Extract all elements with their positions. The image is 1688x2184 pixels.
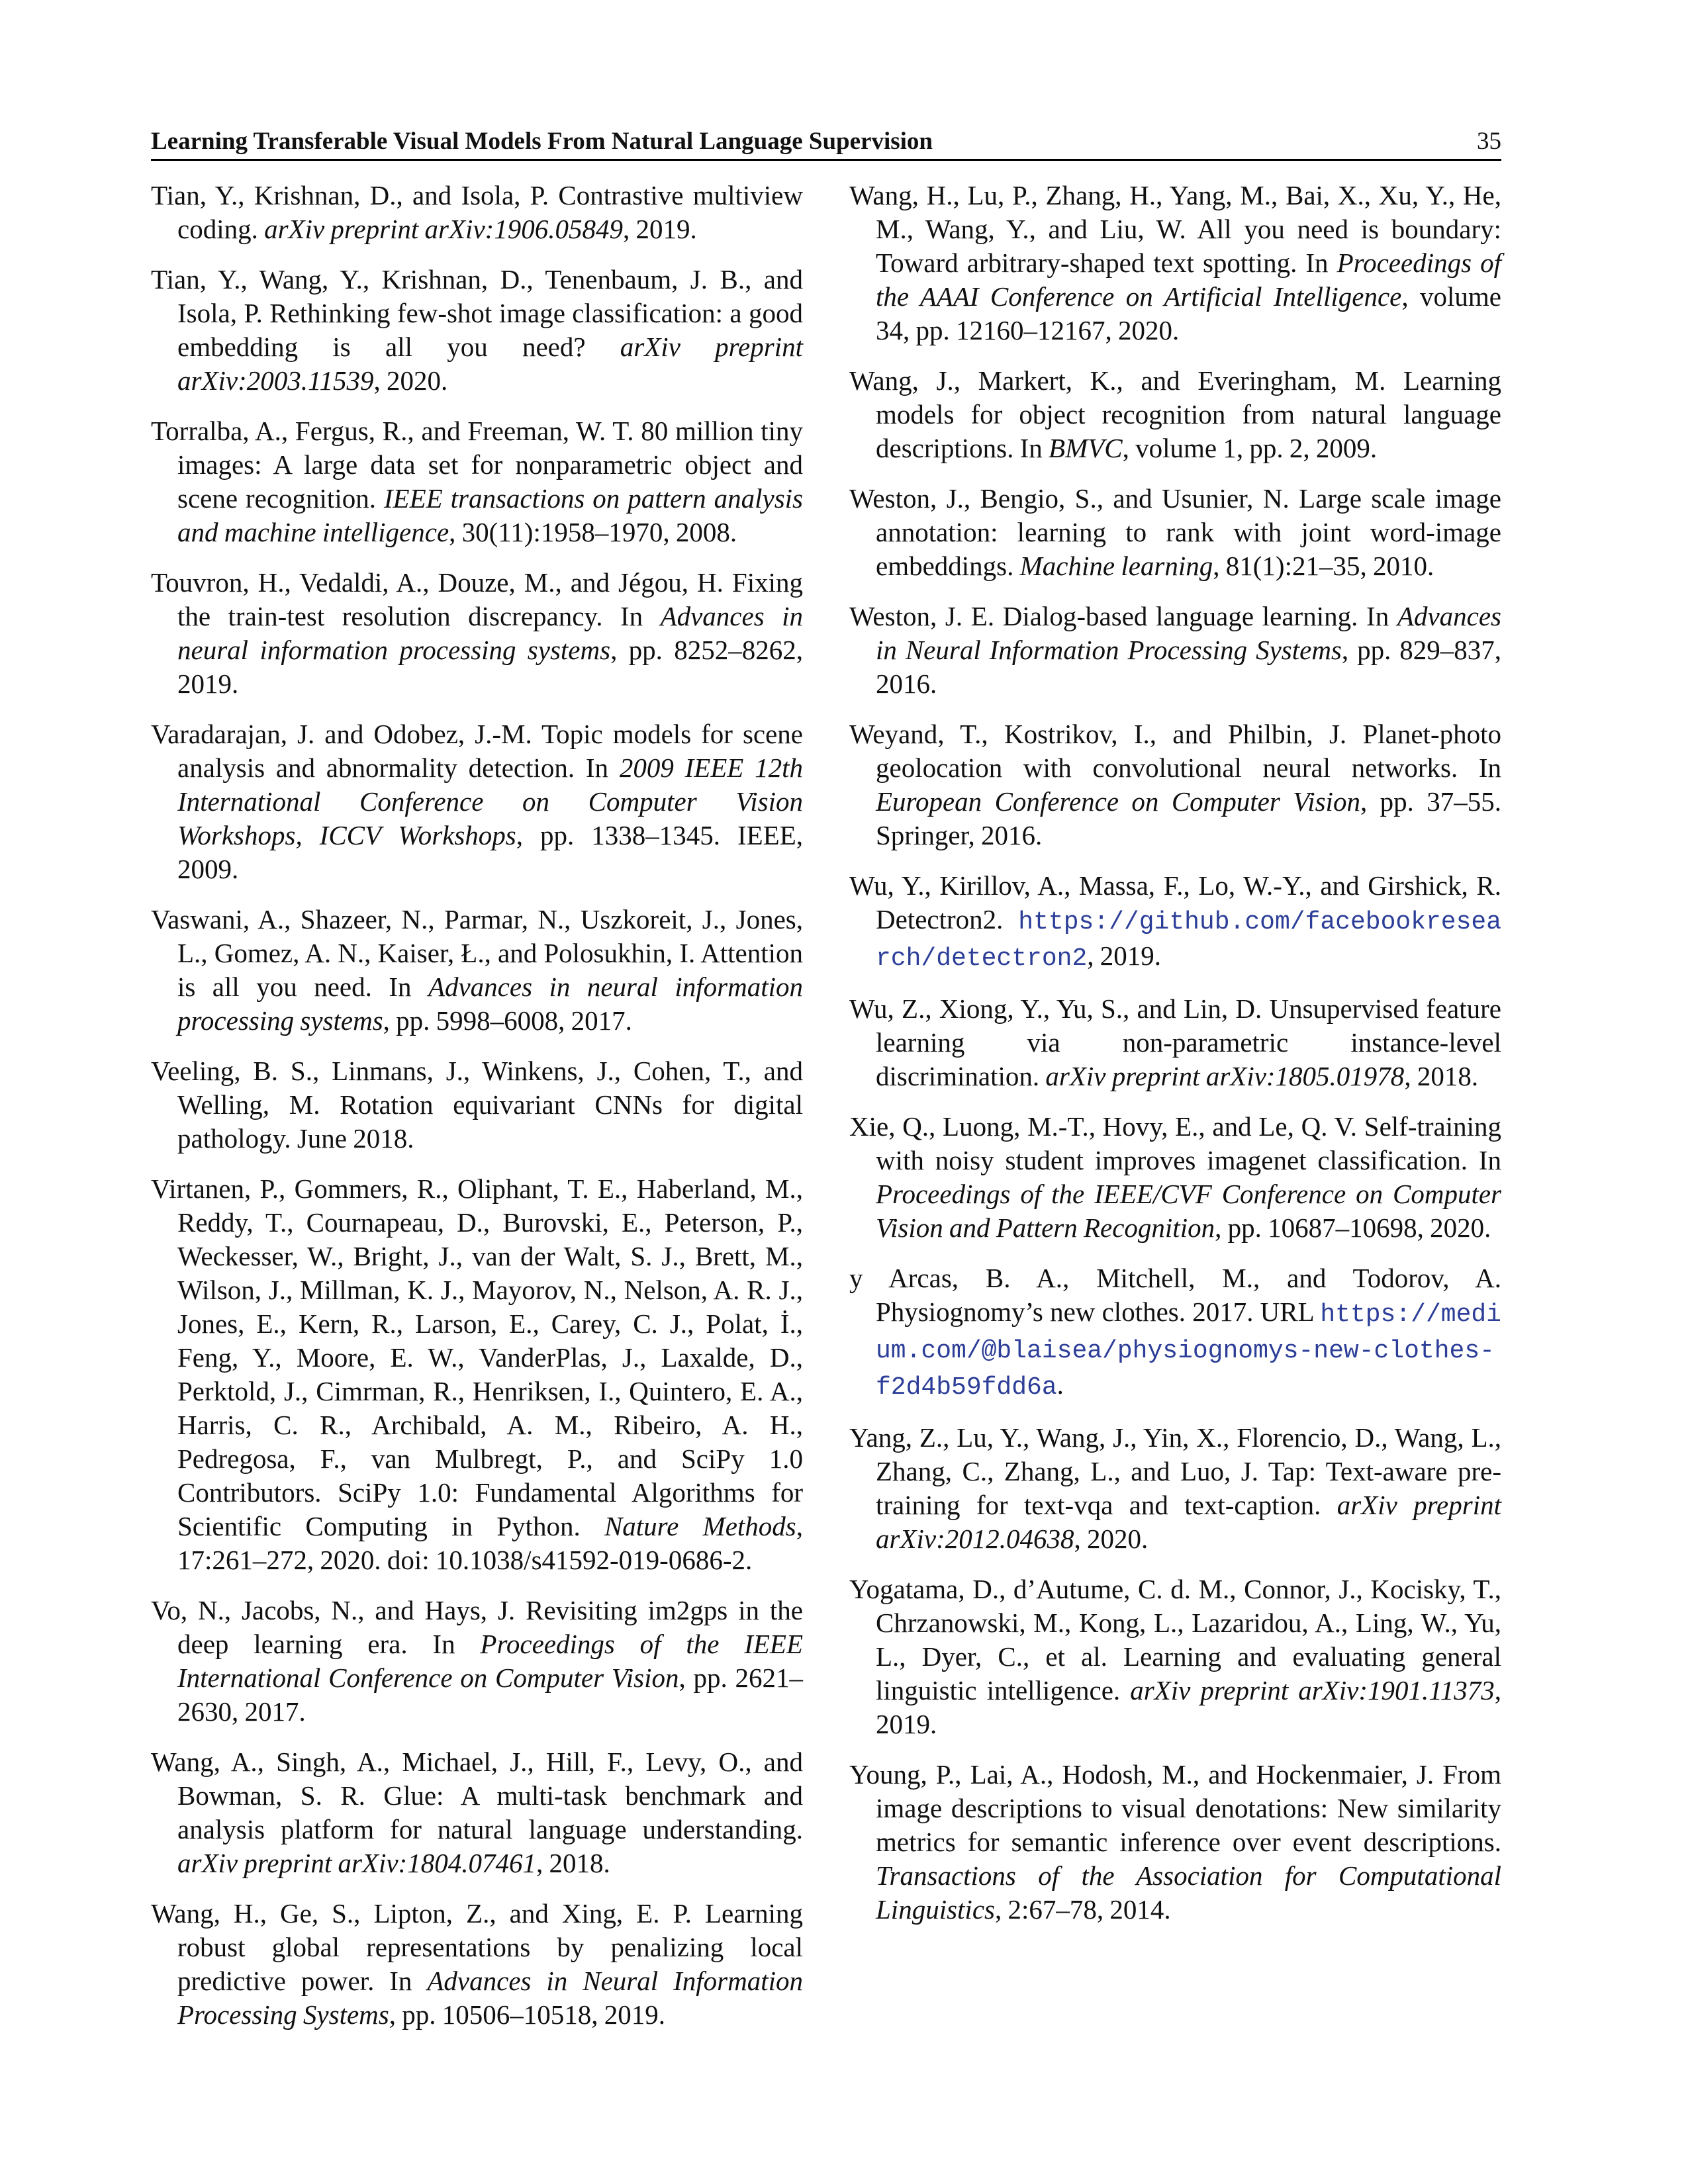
reference-entry: Tian, Y., Wang, Y., Krishnan, D., Tenenbaum, J. B., and Isola, P. Rethinking few-shot image classification: a good embedding is all you need? arXiv preprint arXiv:2003.11539, 2020. <box>151 264 803 396</box>
running-header <box>151 124 1501 161</box>
detectron2-link[interactable]: https://github.com/facebookresearch/detectron2 <box>876 908 1501 973</box>
reference-entry: Wu, Y., Kirillov, A., Massa, F., Lo, W.-Y., and Girshick, R. Detectron2. https://github.com/facebookresearch/detectron2, 2019. <box>849 870 1501 973</box>
page-number: 35 <box>1477 128 1501 155</box>
reference-entry: Tian, Y., Krishnan, D., and Isola, P. Contrastive multiview coding. arXiv preprint arXiv:1906.05849, 2019. <box>151 180 803 244</box>
reference-entry: y Arcas, B. A., Mitchell, M., and Todorov, A. Physiognomy’s new clothes. 2017. URL https://medium.com/@blaisea/physiognomys-new-clothes-f2d4b59fdd6a. <box>849 1263 1501 1402</box>
reference-entry: Touvron, H., Vedaldi, A., Douze, M., and Jégou, H. Fixing the train-test resolution discrepancy. In Advances in neural information processing systems, pp. 8252–8262, 2019. <box>151 567 803 699</box>
reference-entry: Weyand, T., Kostrikov, I., and Philbin, J. Planet-photo geolocation with convolutional neural networks. In European Conference on Computer Vision, pp. 37–55. Springer, 2016. <box>849 719 1501 850</box>
reference-column-right <box>849 179 1501 1943</box>
reference-entry: Yang, Z., Lu, Y., Wang, J., Yin, X., Florencio, D., Wang, L., Zhang, C., Zhang, L., and Luo, J. Tap: Text-aware pre-training for text-vqa and text-caption. arXiv preprint arXiv:2012.04638, 2020. <box>849 1422 1501 1554</box>
reference-entry: Virtanen, P., Gommers, R., Oliphant, T. E., Haberland, M., Reddy, T., Cournapeau, D., Burovski, E., Peterson, P., Weckesser, W., Bright, J., van der Walt, S. J., Brett, M., Wilson, J., Millman, K. J., Mayorov, N., Nelson, A. R. J., Jones, E., Kern, R., Larson, E., Carey, C. J., Polat, İ., Feng, Y., Moore, E. W., VanderPlas, J., Laxalde, D., Perktold, J., Cimrman, R., Henriksen, I., Quintero, E. A., Harris, C. R., Archibald, A. M., Ribeiro, A. H., Pedregosa, F., van Mulbregt, P., and SciPy 1.0 Contributors. SciPy 1.0: Fundamental Algorithms for Scientific Computing in Python. Nature Methods, 17:261–272, 2020. doi: 10.1038/s41592-019-0686-2. <box>151 1173 803 1575</box>
reference-entry: Wang, H., Ge, S., Lipton, Z., and Xing, E. P. Learning robust global representations by penalizing local predictive power. In Advances in Neural Information Processing Systems, pp. 10506–10518, 2019. <box>151 1898 803 2030</box>
reference-entry: Young, P., Lai, A., Hodosh, M., and Hockenmaier, J. From image descriptions to visual denotations: New similarity metrics for semantic inference over event descriptions. Transactions of the Association for Computational Linguistics, 2:67–78, 2014. <box>849 1759 1501 1925</box>
reference-entry: Yogatama, D., d’Autume, C. d. M., Connor, J., Kocisky, T., Chrzanowski, M., Kong, L., Lazaridou, A., Ling, W., Yu, L., Dyer, C., et al. Learning and evaluating general linguistic intelligence. arXiv preprint arXiv:1901.11373, 2019. <box>849 1574 1501 1739</box>
reference-entry: Wu, Z., Xiong, Y., Yu, S., and Lin, D. Unsupervised feature learning via non-parametric instance-level discrimination. arXiv preprint arXiv:1805.01978, 2018. <box>849 993 1501 1091</box>
reference-entry: Weston, J. E. Dialog-based language learning. In Advances in Neural Information Processing Systems, pp. 829–837, 2016. <box>849 601 1502 699</box>
reference-entry: Veeling, B. S., Linmans, J., Winkens, J., Cohen, T., and Welling, M. Rotation equivariant CNNs for digital pathology. June 2018. <box>151 1056 803 1154</box>
reference-entry: Wang, A., Singh, A., Michael, J., Hill, F., Levy, O., and Bowman, S. R. Glue: A multi-task benchmark and analysis platform for natural language understanding. arXiv preprint arXiv:1804.07461, 2018. <box>151 1747 803 1878</box>
reference-entry: Xie, Q., Luong, M.-T., Hovy, E., and Le, Q. V. Self-training with noisy student improves imagenet classification. In Proceedings of the IEEE/CVF Conference on Computer Vision and Pattern Recognition, pp. 10687–10698, 2020. <box>849 1111 1501 1243</box>
reference-entry: Wang, J., Markert, K., and Everingham, M. Learning models for object recognition from natural language descriptions. In BMVC, volume 1, pp. 2, 2009. <box>849 365 1501 463</box>
reference-entry: Wang, H., Lu, P., Zhang, H., Yang, M., Bai, X., Xu, Y., He, M., Wang, Y., and Liu, W. All you need is boundary: Toward arbitrary-shaped text spotting. In Proceedings of the AAAI Conference on Artificial Intelligence, volume 34, pp. 12160–12167, 2020. <box>849 180 1501 345</box>
reference-entry: Torralba, A., Fergus, R., and Freeman, W. T. 80 million tiny images: A large data set for nonparametric object and scene recognition. IEEE transactions on pattern analysis and machine intelligence, 30(11):1958–1970, 2008. <box>151 416 803 547</box>
reference-entry: Vo, N., Jacobs, N., and Hays, J. Revisiting im2gps in the deep learning era. In Proceedings of the IEEE International Conference on Computer Vision, pp. 2621–2630, 2017. <box>151 1595 804 1727</box>
running-title: Learning Transferable Visual Models From Natural Language Supervision <box>151 128 933 155</box>
reference-column-left <box>151 179 803 2048</box>
reference-entry: Vaswani, A., Shazeer, N., Parmar, N., Uszkoreit, J., Jones, L., Gomez, A. N., Kaiser, Ł., and Polosukhin, I. Attention is all you need. In Advances in neural information processing systems, pp. 5998–6008, 2017. <box>151 904 803 1036</box>
reference-entry: Weston, J., Bengio, S., and Usunier, N. Large scale image annotation: learning to rank with joint word-image embeddings. Machine learning, 81(1):21–35, 2010. <box>849 483 1501 581</box>
medium-article-link[interactable]: https://medium.com/@blaisea/physiognomys-new-clothes-f2d4b59fdd6a <box>876 1300 1501 1402</box>
reference-entry: Varadarajan, J. and Odobez, J.-M. Topic models for scene analysis and abnormality detection. In 2009 IEEE 12th International Conference on Computer Vision Workshops, ICCV Workshops, pp. 1338–1345. IEEE, 2009. <box>151 719 803 884</box>
